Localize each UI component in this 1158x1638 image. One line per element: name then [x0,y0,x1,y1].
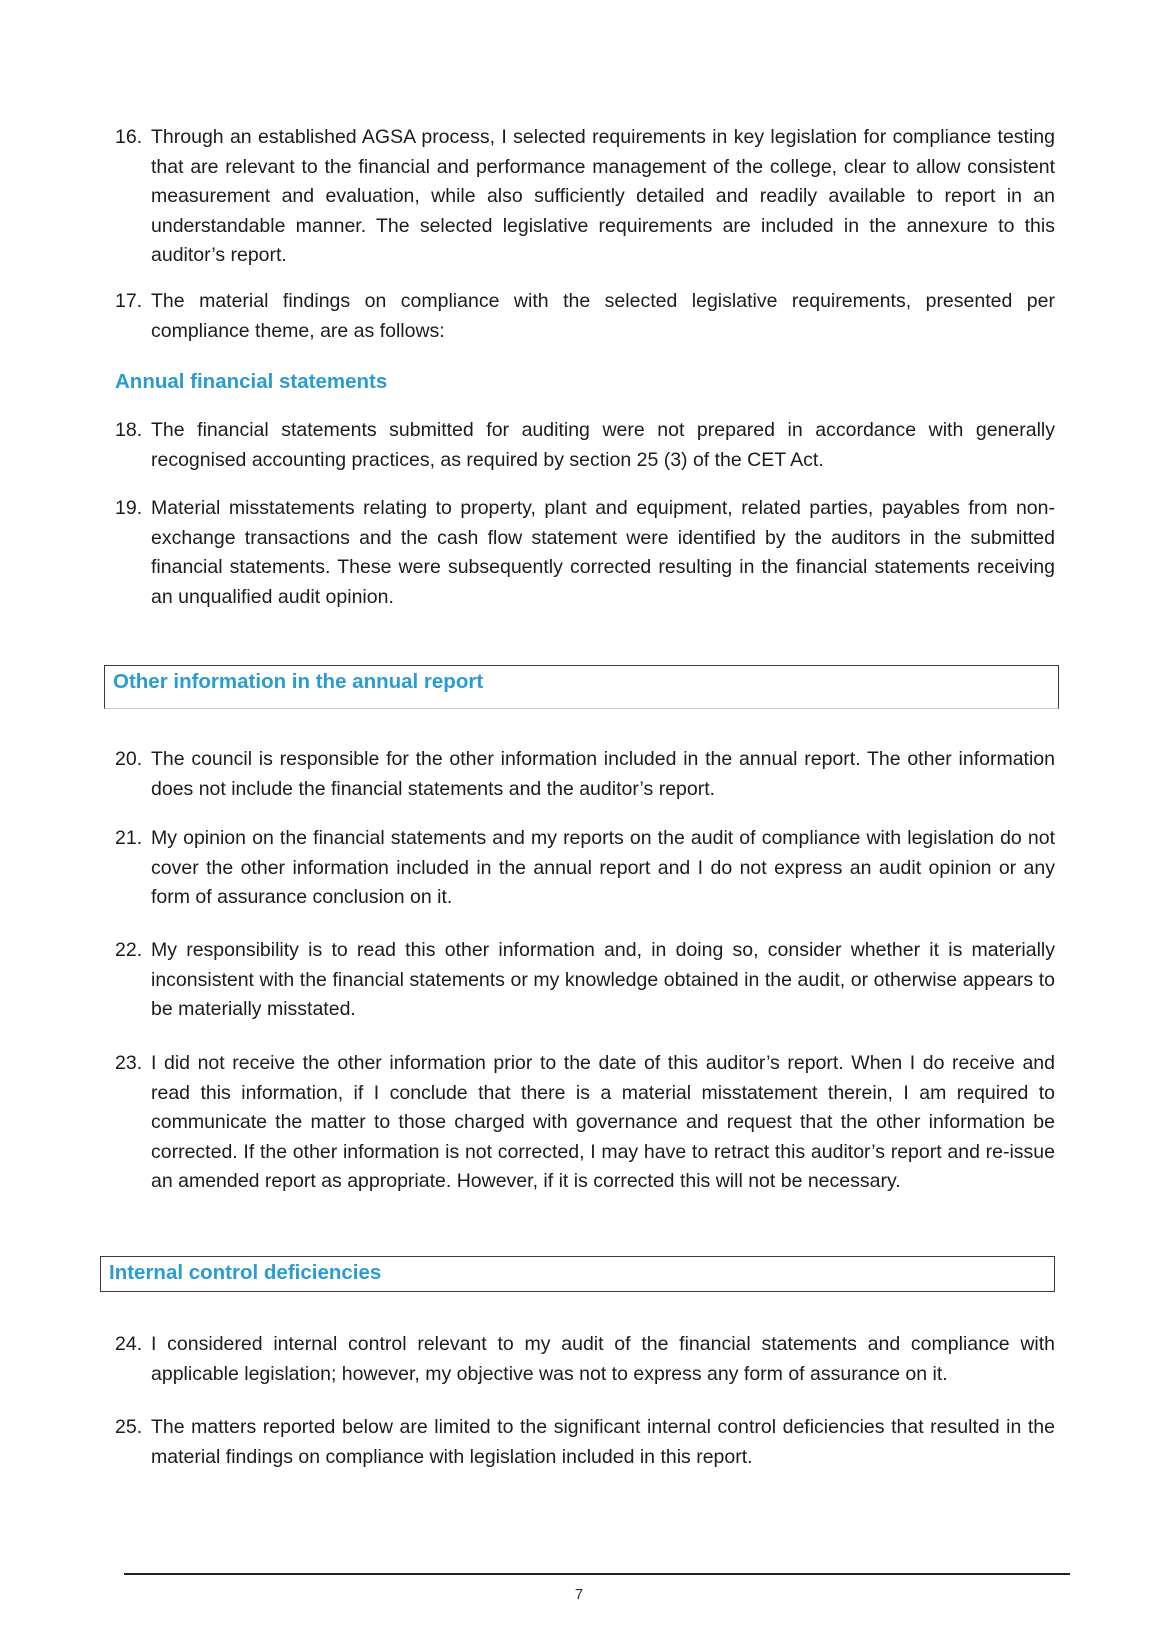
paragraph-text: I did not receive the other information prior to the date of this auditor’s report. When I do receive and read this information, if I conclude that there is a material misstatement therein, I am required to communicate the matter to those charged with governance and request that the other information be corrected. If the other information is not corrected, I may have to retract this auditor’s report and re-issue an amended report as appropriate. However, if it is corrected this will not be necessary. [151,1052,1055,1192]
paragraph-text: Through an established AGSA process, I selected requirements in key legislation for compliance testing that are relevant to the financial and performance management of the college, clear to allow consistent measurement and evaluation, while also sufficiently detailed and readily available to report in an understandable manner. The selected legislative requirements are included in the annexure to this auditor’s report. [151,126,1055,266]
paragraph-24 [115,1330,1055,1389]
heading-internal-control: Internal control deficiencies [109,1261,382,1284]
paragraph-text: The matters reported below are limited to the significant internal control deficiencies that resulted in the material findings on compliance with legislation included in this report. [151,1416,1055,1468]
paragraph-number: 23. [115,1052,143,1074]
paragraph-17 [115,287,1055,346]
section-box-other-information [104,665,1059,709]
paragraph-number: 16. [115,126,143,148]
section-box-internal-control [100,1256,1055,1292]
page-number: 7 [574,1586,584,1603]
heading-annual-financial-statements: Annual financial statements [115,370,388,393]
paragraph-text: The financial statements submitted for auditing were not prepared in accordance with generally recognised accounting practices, as required by section 25 (3) of the CET Act. [151,419,1055,471]
paragraph-20 [115,745,1055,804]
paragraph-18 [115,416,1055,475]
footer-divider [124,1573,1070,1575]
paragraph-number: 24. [115,1333,143,1355]
paragraph-number: 25. [115,1416,143,1438]
paragraph-21 [115,824,1055,913]
paragraph-text: The council is responsible for the other information included in the annual report. The other information does not include the financial statements and the auditor’s report. [151,748,1055,800]
paragraph-text: My opinion on the financial statements and my reports on the audit of compliance with legislation do not cover the other information included in the annual report and I do not express an audit opinion or any form of assurance conclusion on it. [151,827,1055,908]
paragraph-number: 22. [115,939,143,961]
paragraph-23 [115,1049,1055,1197]
paragraph-22 [115,936,1055,1025]
heading-other-information: Other information in the annual report [113,670,484,693]
paragraph-16 [115,123,1055,271]
paragraph-text: Material misstatements relating to property, plant and equipment, related parties, payables from non-exchange transactions and the cash flow statement were identified by the auditors in the submitted financial statements. These were subsequently corrected resulting in the financial statements receiving an unqualified audit opinion. [151,497,1055,608]
paragraph-number: 20. [115,748,143,770]
paragraph-25 [115,1413,1055,1472]
paragraph-number: 18. [115,419,143,441]
paragraph-19 [115,494,1055,612]
paragraph-number: 21. [115,827,143,849]
paragraph-text: My responsibility is to read this other information and, in doing so, consider whether it is materially inconsistent with the financial statements or my knowledge obtained in the audit, or otherwise appears to be materially misstated. [151,939,1055,1020]
paragraph-text: I considered internal control relevant to my audit of the financial statements and compliance with applicable legislation; however, my objective was not to express any form of assurance on it. [151,1333,1055,1385]
paragraph-number: 19. [115,497,143,519]
paragraph-number: 17. [115,290,143,312]
paragraph-text: The material findings on compliance with the selected legislative requirements, presented per compliance theme, are as follows: [151,290,1055,342]
